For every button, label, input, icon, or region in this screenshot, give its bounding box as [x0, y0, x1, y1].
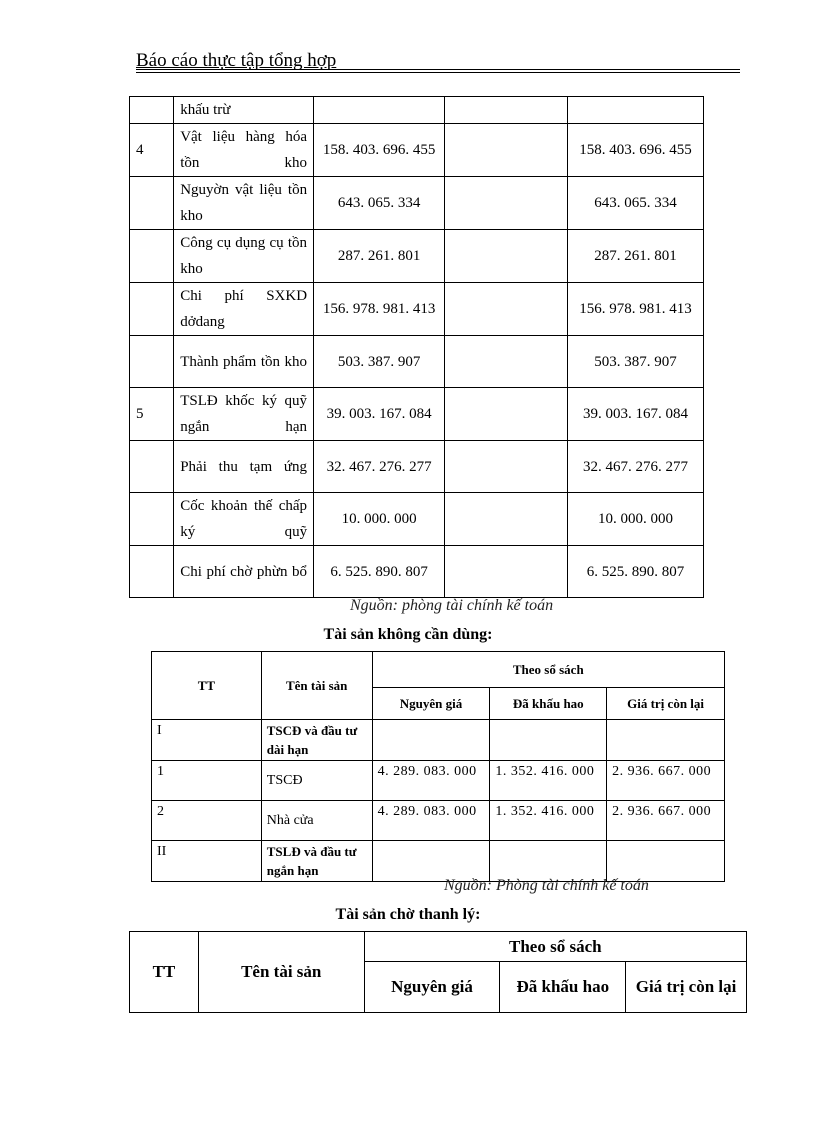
header-remaining-value: Giá trị còn lại	[626, 962, 747, 1013]
row-value-end: 39. 003. 167. 084	[567, 388, 703, 441]
unused-assets-title: Tài sản không cần dùng:	[323, 626, 493, 643]
row-value-end: 6. 525. 890. 807	[567, 546, 703, 598]
header-asset-name: Tên tài sản	[198, 932, 364, 1013]
row-tt: 5	[130, 388, 174, 441]
table2-source-note: Nguồn: Phòng tài chính kế toán	[444, 877, 649, 894]
row-item-name: Chi phí SXKD dởdang	[174, 283, 314, 336]
table-row	[130, 546, 704, 598]
row-tt: 4	[130, 124, 174, 177]
row-value-start: 156. 978. 981. 413	[314, 283, 445, 336]
row-value-end: 287. 261. 801	[567, 230, 703, 283]
row-value-change	[445, 441, 568, 493]
row-depreciated	[490, 720, 607, 761]
pending-liquidation-title: Tài sản chờ thanh lý:	[335, 906, 481, 923]
row-item-name: Vật liệu hàng hóa tồn kho	[174, 124, 314, 177]
row-value-change	[445, 283, 568, 336]
row-asset-name: TSLĐ và đầu tư ngắn hạn	[261, 841, 372, 882]
row-value-change	[445, 336, 568, 388]
row-remaining-value	[607, 720, 725, 761]
row-item-name: Thành phẩm tồn kho	[174, 336, 314, 388]
row-tt	[130, 493, 174, 546]
header-asset-name: Tên tài sản	[261, 652, 372, 720]
header-tt: TT	[130, 932, 199, 1013]
header-book-values: Theo sổ sách	[372, 652, 724, 688]
row-value-end	[567, 97, 703, 124]
table-row	[130, 336, 704, 388]
row-tt	[130, 97, 174, 124]
header-depreciated: Đã khấu hao	[490, 688, 607, 720]
table-row	[130, 493, 704, 546]
row-value-start: 39. 003. 167. 084	[314, 388, 445, 441]
table-row	[130, 97, 704, 124]
row-remaining-value	[607, 841, 725, 882]
table-row	[152, 841, 725, 882]
row-item-name: Nguyờn vật liệu tồn kho	[174, 177, 314, 230]
row-item-name: Phải thu tạm ứng	[174, 441, 314, 493]
row-value-change	[445, 97, 568, 124]
row-value-change	[445, 388, 568, 441]
row-asset-name: Nhà cửa	[261, 801, 372, 841]
table-row	[130, 124, 704, 177]
row-value-start: 32. 467. 276. 277	[314, 441, 445, 493]
table-row	[130, 230, 704, 283]
row-original-cost: 4. 289. 083. 000	[372, 801, 490, 841]
header-tt: TT	[152, 652, 262, 720]
row-value-change	[445, 493, 568, 546]
row-original-cost	[372, 720, 490, 761]
row-tt: 2	[152, 801, 262, 841]
row-item-name: Chi phí chờ phừn bổ	[174, 546, 314, 598]
row-value-change	[445, 546, 568, 598]
row-value-change	[445, 124, 568, 177]
row-value-change	[445, 177, 568, 230]
row-remaining-value: 2. 936. 667. 000	[607, 761, 725, 801]
row-value-end: 503. 387. 907	[567, 336, 703, 388]
header-original-cost: Nguyên giá	[372, 688, 490, 720]
row-value-end: 643. 065. 334	[567, 177, 703, 230]
row-remaining-value: 2. 936. 667. 000	[607, 801, 725, 841]
row-value-end: 32. 467. 276. 277	[567, 441, 703, 493]
row-tt	[130, 230, 174, 283]
row-tt	[130, 441, 174, 493]
row-value-end: 156. 978. 981. 413	[567, 283, 703, 336]
table-row	[130, 283, 704, 336]
row-tt: I	[152, 720, 262, 761]
row-item-name: Cốc khoản thế chấp ký quỹ	[174, 493, 314, 546]
current-assets-table	[129, 96, 704, 598]
row-value-start: 643. 065. 334	[314, 177, 445, 230]
table-row	[130, 177, 704, 230]
row-item-name: Công cụ dụng cụ tồn kho	[174, 230, 314, 283]
table-row	[152, 761, 725, 801]
row-value-change	[445, 230, 568, 283]
header-book-values: Theo sổ sách	[364, 932, 746, 962]
table-row	[152, 720, 725, 761]
header-rule-top	[136, 69, 740, 70]
row-item-name: TSLĐ khốc ký quỹ ngắn hạn	[174, 388, 314, 441]
unused-assets-table	[151, 651, 725, 882]
row-value-start: 158. 403. 696. 455	[314, 124, 445, 177]
row-tt	[130, 283, 174, 336]
row-tt: 1	[152, 761, 262, 801]
row-depreciated: 1. 352. 416. 000	[490, 761, 607, 801]
row-original-cost	[372, 841, 490, 882]
table-row	[130, 441, 704, 493]
table-row	[152, 801, 725, 841]
page-header-title: Báo cáo thực tập tổng hợp	[136, 50, 337, 71]
row-original-cost: 4. 289. 083. 000	[372, 761, 490, 801]
row-value-start: 287. 261. 801	[314, 230, 445, 283]
row-depreciated	[490, 841, 607, 882]
row-value-start	[314, 97, 445, 124]
row-tt	[130, 177, 174, 230]
header-depreciated: Đã khấu hao	[500, 962, 626, 1013]
row-value-end: 10. 000. 000	[567, 493, 703, 546]
pending-liquidation-table	[129, 931, 747, 1013]
row-tt: II	[152, 841, 262, 882]
header-remaining-value: Giá trị còn lại	[607, 688, 725, 720]
row-tt	[130, 336, 174, 388]
row-value-end: 158. 403. 696. 455	[567, 124, 703, 177]
row-tt	[130, 546, 174, 598]
row-depreciated: 1. 352. 416. 000	[490, 801, 607, 841]
row-asset-name: TSCĐ và đầu tư dài hạn	[261, 720, 372, 761]
row-item-name: khấu trừ	[174, 97, 314, 124]
row-asset-name: TSCĐ	[261, 761, 372, 801]
header-original-cost: Nguyên giá	[364, 962, 500, 1013]
row-value-start: 10. 000. 000	[314, 493, 445, 546]
header-rule-bottom	[136, 72, 740, 73]
row-value-start: 6. 525. 890. 807	[314, 546, 445, 598]
table-row	[130, 388, 704, 441]
row-value-start: 503. 387. 907	[314, 336, 445, 388]
table1-source-note: Nguồn: phòng tài chính kế toán	[350, 597, 554, 614]
